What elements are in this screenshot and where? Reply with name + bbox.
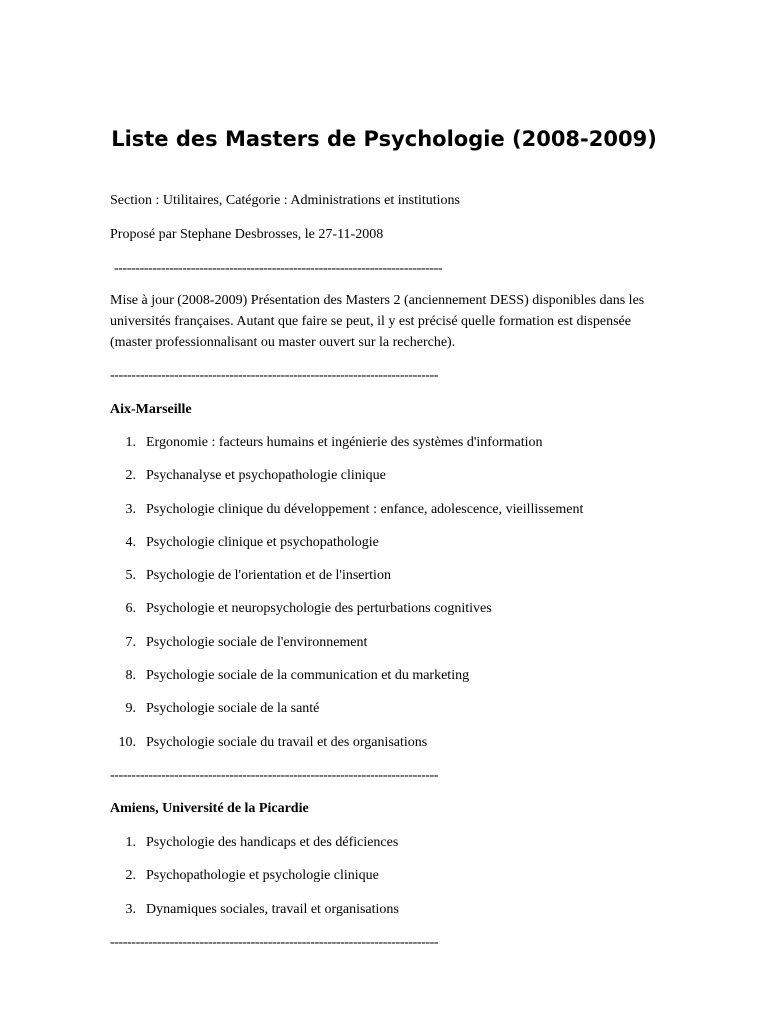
separator-2: ----------------------------------------------------------------------------- xyxy=(110,368,439,383)
list-item-number: 4. xyxy=(125,534,136,550)
list-item-number: 1. xyxy=(125,835,136,850)
list-item-number: 9. xyxy=(125,701,136,717)
list-item-text: Psychologie sociale de la santé xyxy=(146,701,320,717)
list-item xyxy=(110,832,399,865)
separator-3: ----------------------------------------------------------------------------- xyxy=(110,768,439,783)
list-item-text: Psychologie sociale de la communication et du marketing xyxy=(146,668,470,684)
list-item xyxy=(110,432,583,465)
intro-paragraph: Mise à jour (2008-2009) Présentation des Masters 2 (anciennement DESS) disponibles dans les universités françaises. Autant que faire se peut, il y est précisé quelle formation est dispensée (master professionnalisant ou master ouvert sur la recherche). xyxy=(110,293,645,350)
list-item xyxy=(110,665,583,698)
list-item-text: Psychologie clinique et psychopathologie xyxy=(146,534,379,550)
list-item-text: Psychologie des handicaps et des déficiences xyxy=(146,835,399,850)
list-item-number: 6. xyxy=(125,601,136,617)
list-item-number: 3. xyxy=(125,901,136,917)
list-item-number: 3. xyxy=(125,501,136,517)
list-item xyxy=(110,499,583,532)
list-item xyxy=(110,465,583,498)
list-item-text: Ergonomie : facteurs humains et ingénierie des systèmes d'information xyxy=(146,435,543,450)
list-item xyxy=(110,732,583,765)
author-line: Proposé par Stephane Desbrosses, le 27-11-2008 xyxy=(110,227,384,242)
list-item xyxy=(110,899,399,932)
page-title: Liste des Masters de Psychologie (2008-2009) xyxy=(111,127,657,151)
list-item-number: 10. xyxy=(118,734,136,750)
separator-4: ----------------------------------------------------------------------------- xyxy=(110,935,439,950)
section-heading-amiens: Amiens, Université de la Picardie xyxy=(110,801,309,816)
list-item-text: Psychologie clinique du développement : enfance, adolescence, vieillissement xyxy=(146,501,584,517)
list-item-number: 7. xyxy=(125,634,136,650)
list-item xyxy=(110,632,583,665)
list-item xyxy=(110,565,583,598)
list-item-text: Psychologie de l'orientation et de l'insertion xyxy=(146,568,391,584)
list-item-text: Psychologie et neuropsychologie des perturbations cognitives xyxy=(146,601,492,617)
list-item-text: Psychanalyse et psychopathologie clinique xyxy=(146,468,386,484)
masters-list-aix-marseille xyxy=(110,432,583,765)
section-line: Section : Utilitaires, Catégorie : Administrations et institutions xyxy=(110,193,460,208)
list-item xyxy=(110,598,583,631)
list-item-text: Psychopathologie et psychologie clinique xyxy=(146,868,379,884)
list-item xyxy=(110,698,583,731)
separator-1: ----------------------------------------------------------------------------- xyxy=(114,261,443,276)
section-heading-aix-marseille: Aix-Marseille xyxy=(110,402,192,417)
list-item-text: Psychologie sociale de l'environnement xyxy=(146,634,368,650)
masters-list-amiens xyxy=(110,832,399,932)
list-item-number: 5. xyxy=(125,568,136,584)
list-item xyxy=(110,865,399,898)
list-item-text: Psychologie sociale du travail et des organisations xyxy=(146,734,428,750)
list-item-number: 2. xyxy=(125,868,136,884)
list-item xyxy=(110,532,583,565)
list-item-number: 1. xyxy=(125,435,136,450)
list-item-number: 8. xyxy=(125,668,136,684)
list-item-number: 2. xyxy=(125,468,136,484)
list-item-text: Dynamiques sociales, travail et organisations xyxy=(146,901,399,917)
